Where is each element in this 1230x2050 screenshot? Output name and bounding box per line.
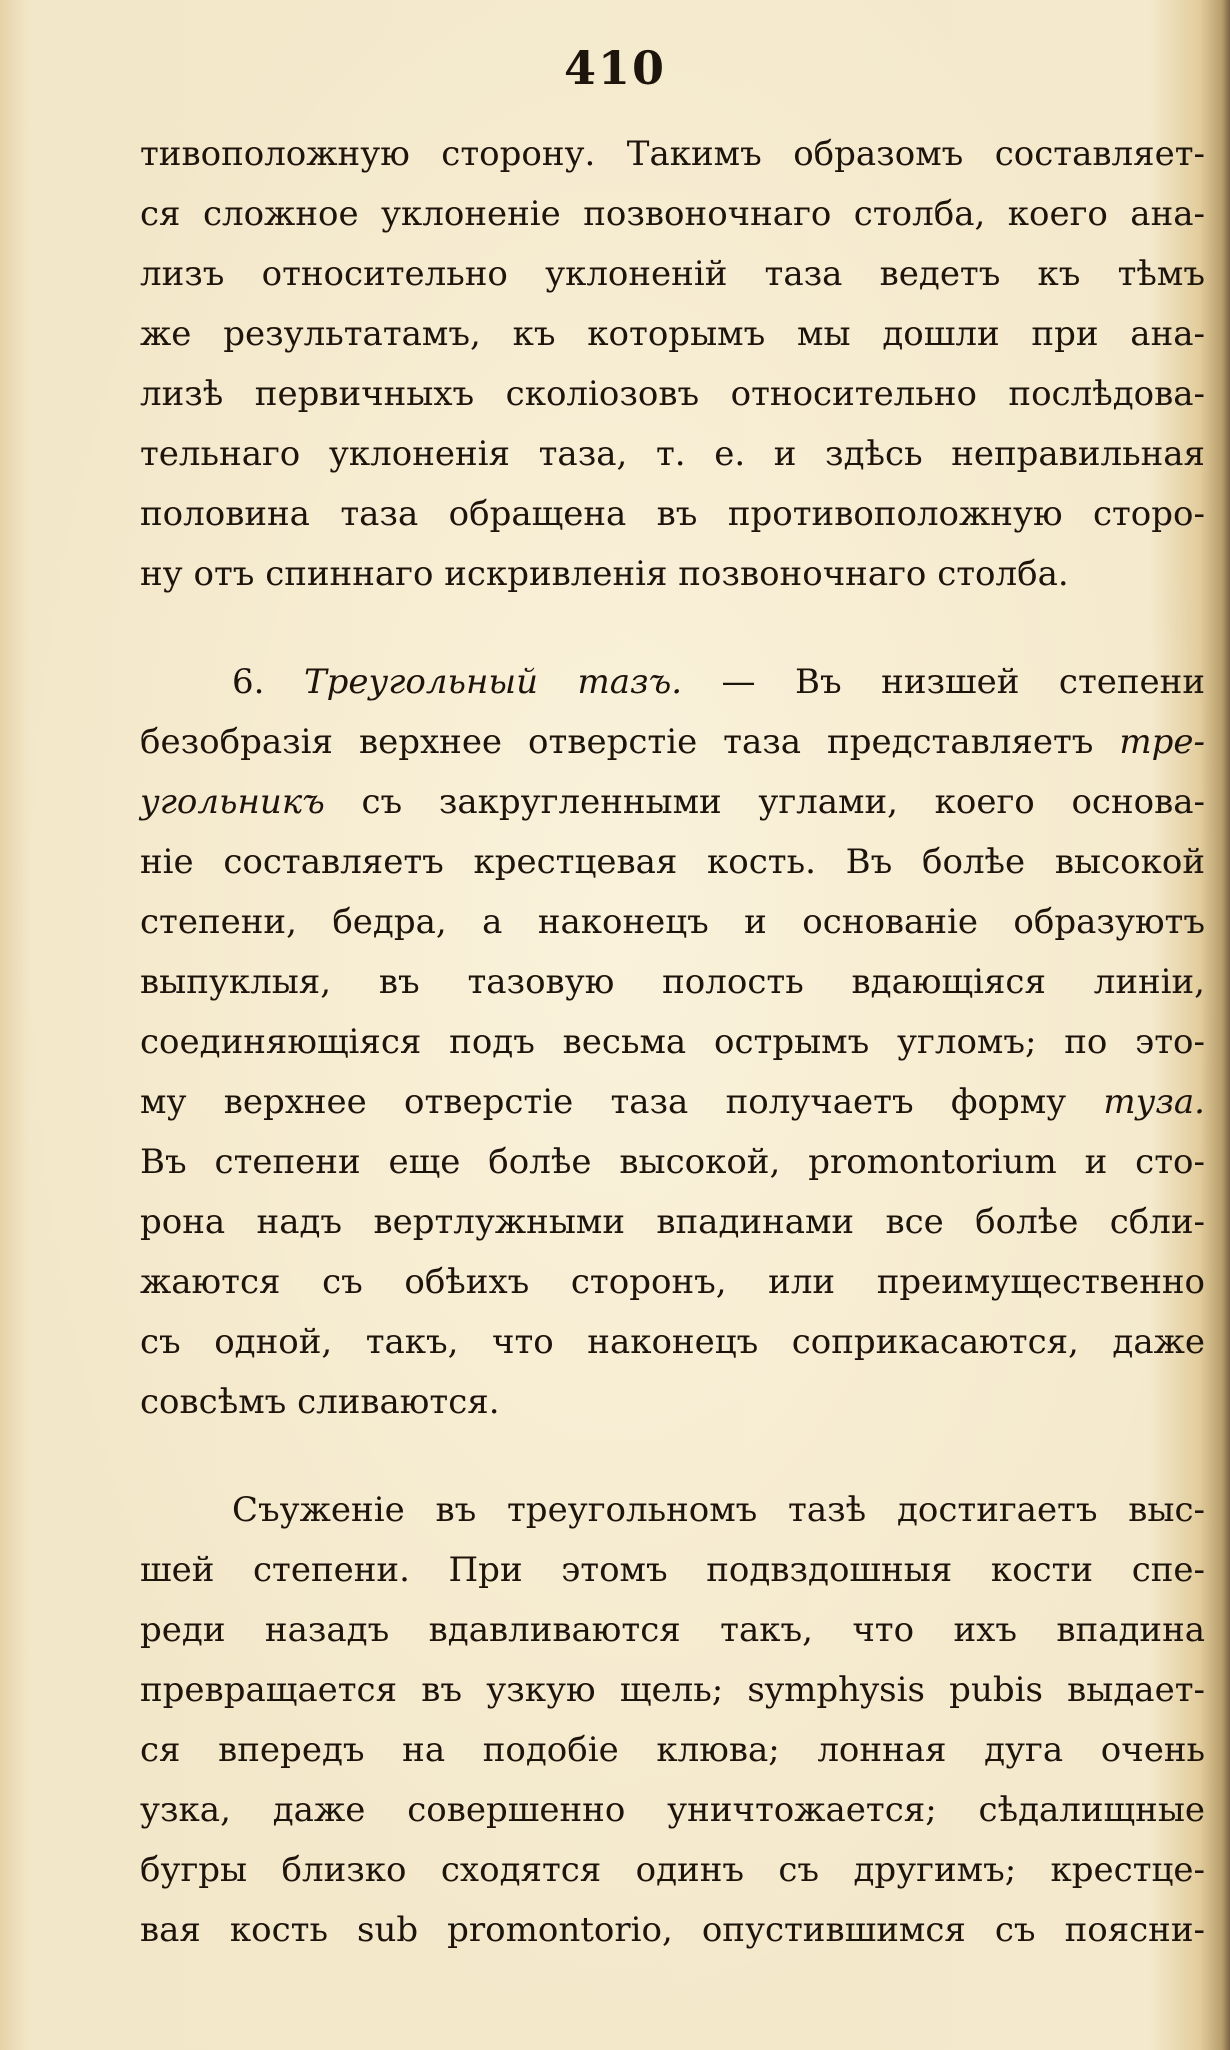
text-line: Въ степени еще болѣе высокой, promontorium и сто- <box>140 1142 1205 1182</box>
page-number: 410 <box>563 41 667 95</box>
text-line: же результатамъ, къ которымъ мы дошли при ана- <box>140 314 1205 354</box>
text-line: степени, бедра, а наконецъ и основаніе образуютъ <box>140 902 1205 942</box>
text-line: реди назадъ вдавливаются такъ, что ихъ впадина <box>140 1610 1205 1650</box>
text-line: превращается въ узкую щель; symphysis pubis выдает- <box>140 1670 1205 1710</box>
paragraph-1 <box>140 124 1205 604</box>
text-line: лизѣ первичныхъ сколіозовъ относительно послѣдова- <box>140 374 1205 414</box>
text-line: половина таза обращена въ противоположную сторо- <box>140 494 1205 534</box>
text-line: съ одной, такъ, что наконецъ соприкасаются, даже <box>140 1322 1205 1362</box>
text-line: ся сложное уклоненіе позвоночнаго столба, коего ана- <box>140 194 1205 234</box>
text-line: угольникъ съ закругленными углами, коего основа- <box>140 782 1205 822</box>
text-line: лизъ относительно уклоненій таза ведетъ къ тѣмъ <box>140 254 1205 294</box>
text-line: шей степени. При этомъ подвздошныя кости спе- <box>140 1550 1205 1590</box>
text-line: вая кость sub promontorio, опустившимся съ поясни- <box>140 1910 1205 1950</box>
text-line: рона надъ вертлужными впадинами все болѣе сбли- <box>140 1202 1205 1242</box>
text-line: ну отъ спиннаго искривленія позвоночнаго столба. <box>140 554 1069 594</box>
text-line: соединяющіяся подъ весьма острымъ угломъ; по это- <box>140 1022 1205 1062</box>
text-line: безобразія верхнее отверстіе таза представляетъ тре- <box>140 722 1205 762</box>
paragraph-3 <box>140 1480 1205 1960</box>
text-line: тельнаго уклоненія таза, т. е. и здѣсь неправильная <box>140 434 1205 474</box>
text-line: узка, даже совершенно уничтожается; сѣдалищные <box>140 1790 1205 1830</box>
text-line: Съуженіе въ треугольномъ тазѣ достигаетъ выс- <box>232 1490 1205 1530</box>
text-line: му верхнее отверстіе таза получаетъ форму туза. <box>140 1082 1205 1122</box>
text-line: совсѣмъ сливаются. <box>140 1382 500 1422</box>
page-body <box>140 124 1205 1960</box>
text-line: выпуклыя, въ тазовую полость вдающіяся линіи, <box>140 962 1205 1002</box>
text-line: ніе составляетъ крестцевая кость. Въ болѣе высокой <box>140 842 1205 882</box>
paragraph-2 <box>140 652 1205 1432</box>
text-line: тивоположную сторону. Такимъ образомъ составляет- <box>140 134 1205 174</box>
text-line: бугры близко сходятся одинъ съ другимъ; крестце- <box>140 1850 1205 1890</box>
text-line: ся впередъ на подобіе клюва; лонная дуга очень <box>140 1730 1205 1770</box>
section-heading-line: 6. Треугольный тазъ. — Въ низшей степени <box>232 662 1205 702</box>
text-line: жаются съ обѣихъ сторонъ, или преимущественно <box>140 1262 1205 1302</box>
